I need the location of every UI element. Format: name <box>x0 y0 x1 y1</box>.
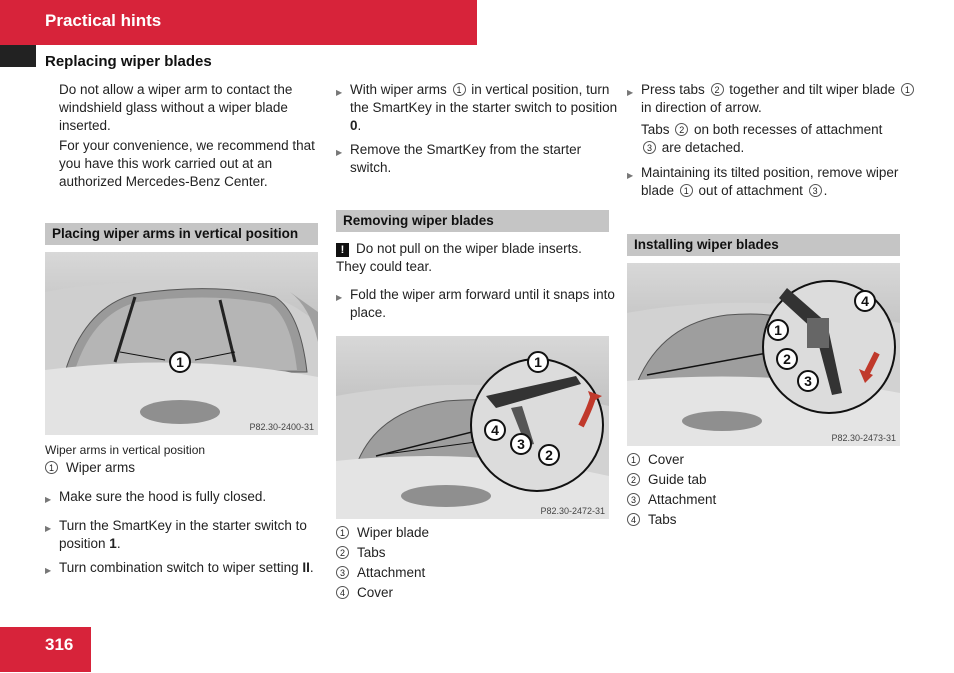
ref-number: 1 <box>901 83 914 96</box>
car-windshield-illustration <box>45 252 318 435</box>
step-bold: 0 <box>350 118 358 133</box>
legend-list <box>336 523 429 603</box>
callout-4: 4 <box>484 419 506 441</box>
text: on both recesses of attachment <box>690 122 883 137</box>
text: With wiper arms <box>350 82 451 97</box>
photo-installing-wiper <box>627 263 900 446</box>
callout-4: 4 <box>854 290 876 312</box>
subhead-installing: Installing wiper blades <box>627 234 900 256</box>
photo-code: P82.30-2473-31 <box>831 433 896 443</box>
ref-number: 2 <box>675 123 688 136</box>
header-title: Practical hints <box>45 11 162 30</box>
ref-number: 1 <box>680 184 693 197</box>
legend-label: Cover <box>648 452 685 467</box>
page-number: 316 <box>45 635 74 654</box>
step-tail: . <box>309 560 314 575</box>
ref-number: 3 <box>809 184 822 197</box>
legend-number: 1 <box>45 461 58 474</box>
warning-text: Do not pull on the wiper blade inserts. They could tear. <box>336 241 582 274</box>
text: are detached. <box>658 140 745 155</box>
ref-number: 2 <box>711 83 724 96</box>
text: Press tabs <box>641 82 709 97</box>
step-remove-blade <box>627 164 917 200</box>
step-press-tabs <box>627 81 917 117</box>
legend-number: 4 <box>627 513 640 526</box>
subhead-vertical-position: Placing wiper arms in vertical position <box>45 223 318 245</box>
legend-number: 1 <box>627 453 640 466</box>
step-bold: II <box>302 560 310 575</box>
callout-2: 2 <box>538 444 560 466</box>
step-text: Fold the wiper arm forward until it snaps into place. <box>350 287 615 320</box>
step-text: Remove the SmartKey from the starter switch. <box>350 142 582 175</box>
legend-item <box>627 470 716 490</box>
legend-label: Attachment <box>648 492 717 507</box>
step-bold: 1 <box>109 536 117 551</box>
legend-label: Wiper arms <box>66 460 136 475</box>
warning-note <box>336 240 612 276</box>
step-fold-wiper <box>336 286 626 322</box>
legend-item <box>336 563 429 583</box>
car-wiper-illustration <box>336 336 609 519</box>
step-tail: . <box>116 536 121 551</box>
legend-label: Tabs <box>357 545 386 560</box>
legend-item <box>336 543 429 563</box>
legend-number: 2 <box>627 473 640 486</box>
ref-number: 3 <box>643 141 656 154</box>
legend-number: 3 <box>336 566 349 579</box>
legend-item <box>627 450 716 470</box>
callout-1: 1 <box>767 319 789 341</box>
legend-label: Tabs <box>648 512 677 527</box>
legend-item <box>627 490 716 510</box>
text: Maintaining its tilted position, remove wiper blade <box>641 165 899 198</box>
photo-removing-wiper <box>336 336 609 519</box>
photo-code: P82.30-2472-31 <box>540 506 605 516</box>
intro-paragraph-1: Do not allow a wiper arm to contact the windshield glass without a wiper blade inserted. <box>59 82 293 133</box>
section-marker <box>0 45 36 67</box>
callout-3: 3 <box>797 370 819 392</box>
subhead-removing: Removing wiper blades <box>336 210 609 232</box>
photo-caption: Wiper arms in vertical position <box>45 443 206 457</box>
legend-item <box>45 458 135 478</box>
note-tabs-detached <box>641 121 903 157</box>
text: in vertical position, turn the SmartKey in the starter switch to position <box>350 82 618 115</box>
photo-code: P82.30-2400-31 <box>249 422 314 432</box>
callout-1: 1 <box>527 351 549 373</box>
callout-1: 1 <box>169 351 191 373</box>
callout-2: 2 <box>776 348 798 370</box>
legend-number: 3 <box>627 493 640 506</box>
legend-label: Cover <box>357 585 394 600</box>
step-text: Turn combination switch to wiper setting <box>59 560 303 575</box>
text: Tabs <box>641 122 674 137</box>
step-turn-smartkey-zero <box>336 81 626 135</box>
legend-list <box>627 450 716 530</box>
legend-item <box>336 583 429 603</box>
legend-number: 4 <box>336 586 349 599</box>
step-wiper-setting <box>45 559 334 577</box>
warning-icon: ! <box>336 243 349 257</box>
text: together and tilt wiper blade <box>725 82 899 97</box>
step-text: Make sure the hood is fully closed. <box>59 489 267 504</box>
legend-item <box>336 523 429 543</box>
step-remove-smartkey <box>336 141 626 177</box>
ref-number: 1 <box>453 83 466 96</box>
text: in direction of arrow. <box>641 100 762 115</box>
legend-label: Attachment <box>357 565 426 580</box>
photo-wiper-arms-vertical <box>45 252 318 435</box>
step-text: Turn the SmartKey in the starter switch to position <box>59 518 307 551</box>
legend-label: Wiper blade <box>357 525 430 540</box>
section-title: Replacing wiper blades <box>45 53 212 70</box>
legend-number: 1 <box>336 526 349 539</box>
step-smartkey-position <box>45 517 334 553</box>
legend-item <box>627 510 716 530</box>
text: . <box>357 118 362 133</box>
callout-3: 3 <box>510 433 532 455</box>
legend-label: Guide tab <box>648 472 707 487</box>
legend-number: 2 <box>336 546 349 559</box>
text: out of attachment <box>694 183 807 198</box>
step-hood-closed <box>45 488 334 506</box>
intro-paragraph-2: For your convenience, we recommend that you have this work carried out at an authorized Mercedes-Benz Center. <box>59 138 315 189</box>
text: . <box>823 183 828 198</box>
